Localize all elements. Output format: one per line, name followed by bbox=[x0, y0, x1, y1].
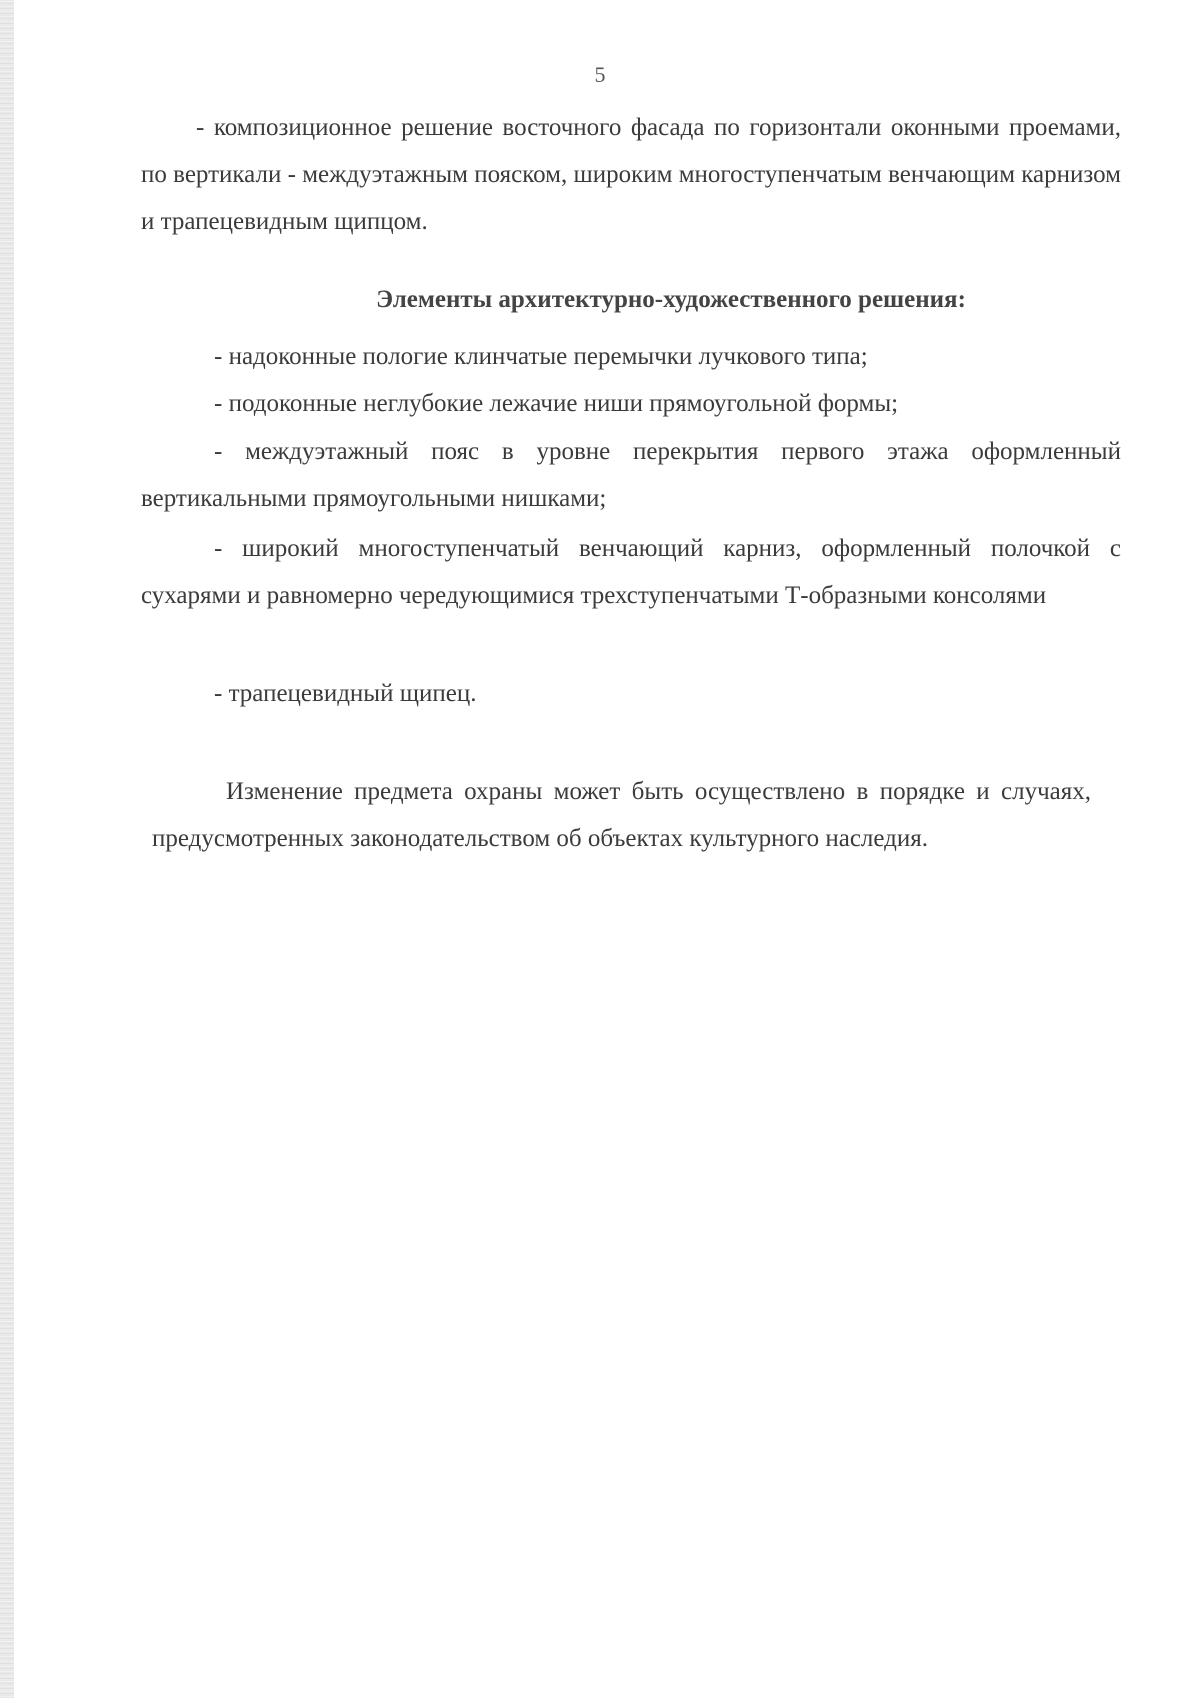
list-item: - междуэтажный пояс в уровне перекрытия первого этажа оформленный вертикальными прямоугольными нишками; bbox=[141, 438, 1121, 512]
closing-paragraph: Изменение предмета охраны может быть осуществлено в порядке и случаях, предусмотренных законодательством об объектах культурного наследия. bbox=[152, 778, 1091, 852]
list-item: - широкий многоступенчатый венчающий карниз, оформленный полочкой с сухарями и равномерно чередующимися трехступенчатыми Т-образными консолями bbox=[141, 535, 1121, 609]
page-number: 5 bbox=[594, 62, 606, 87]
section-heading: Элементы архитектурно-художественного решения: bbox=[376, 286, 966, 313]
list-item: - подоконные неглубокие лежачие ниши прямоугольной формы; bbox=[214, 390, 899, 417]
list-item: - надоконные пологие клинчатые перемычки лучкового типа; bbox=[214, 343, 868, 370]
scan-edge-artifact bbox=[0, 0, 14, 1698]
list-item: - трапецевидный щипец. bbox=[214, 680, 477, 707]
intro-paragraph: - композиционное решение восточного фасада по горизонтали оконными проемами, по вертикали - междуэтажным пояском, широким многоступенчатым венчающим карнизом и трапецевидным щипцом. bbox=[141, 114, 1121, 235]
